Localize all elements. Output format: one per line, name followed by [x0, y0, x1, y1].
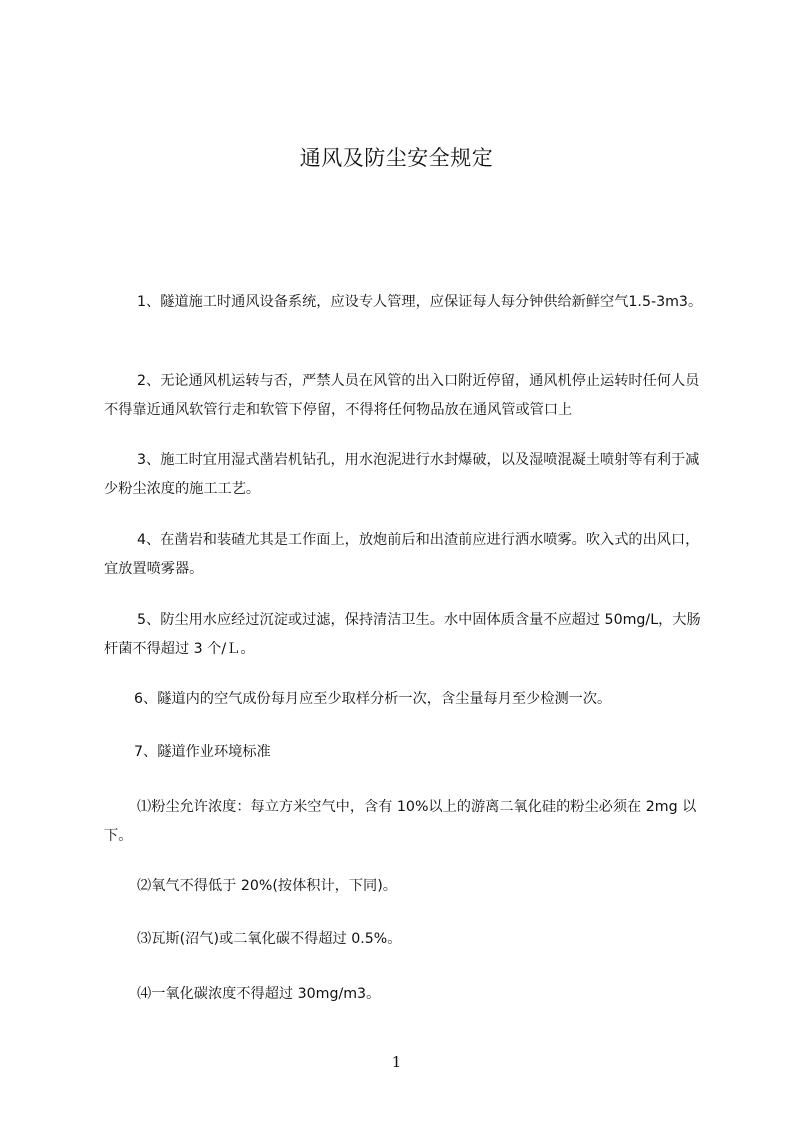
paragraph-3: 3、施工时宜用湿式凿岩机钻孔，用水泡泥进行水封爆破，以及湿喷混凝土喷射等有利于减少粉尘浓度的施工工艺。 [104, 452, 700, 497]
paragraph-7: 7、隧道作业环境标准 [134, 744, 271, 760]
document-title: 通风及防尘安全规定 [299, 146, 494, 170]
paragraph-5: 5、防尘用水应经过沉淀或过滤，保持清洁卫生。水中固体质含量不应超过 50mg/L，大肠杆菌不得超过 3 个/Ｌ。 [104, 612, 701, 657]
paragraph-2: 2、无论通风机运转与否，严禁人员在风管的出入口附近停留，通风机停止运转时任何人员不得靠近通风软管行走和软管下停留，不得将任何物品放在通风管或管口上 [104, 373, 700, 418]
paragraph-9: ⑵氧气不得低于 20%(按体积计，下同)。 [137, 878, 397, 894]
paragraph-11: ⑷一氧化碳浓度不得超过 30mg/m3。 [137, 986, 381, 1002]
paragraph-10: ⑶瓦斯(沼气)或二氧化碳不得超过 0.5%。 [137, 931, 402, 947]
paragraph-8: ⑴粉尘允许浓度：每立方米空气中，含有 10%以上的游离二氧化硅的粉尘必须在 2mg 以下。 [104, 799, 697, 844]
paragraph-6: 6、隧道内的空气成份每月应至少取样分析一次，含尘量每月至少检测一次。 [134, 691, 612, 707]
page-number: 1 [391, 1053, 402, 1071]
paragraph-4: 4、在凿岩和装碴尤其是工作面上，放炮前后和出渣前应进行洒水喷雾。吹入式的出风口，宜放置喷雾器。 [104, 532, 700, 577]
paragraph-1: 1、隧道施工时通风设备系统，应设专人管理，应保证每人每分钟供给新鲜空气1.5-3m3。 [137, 294, 703, 310]
